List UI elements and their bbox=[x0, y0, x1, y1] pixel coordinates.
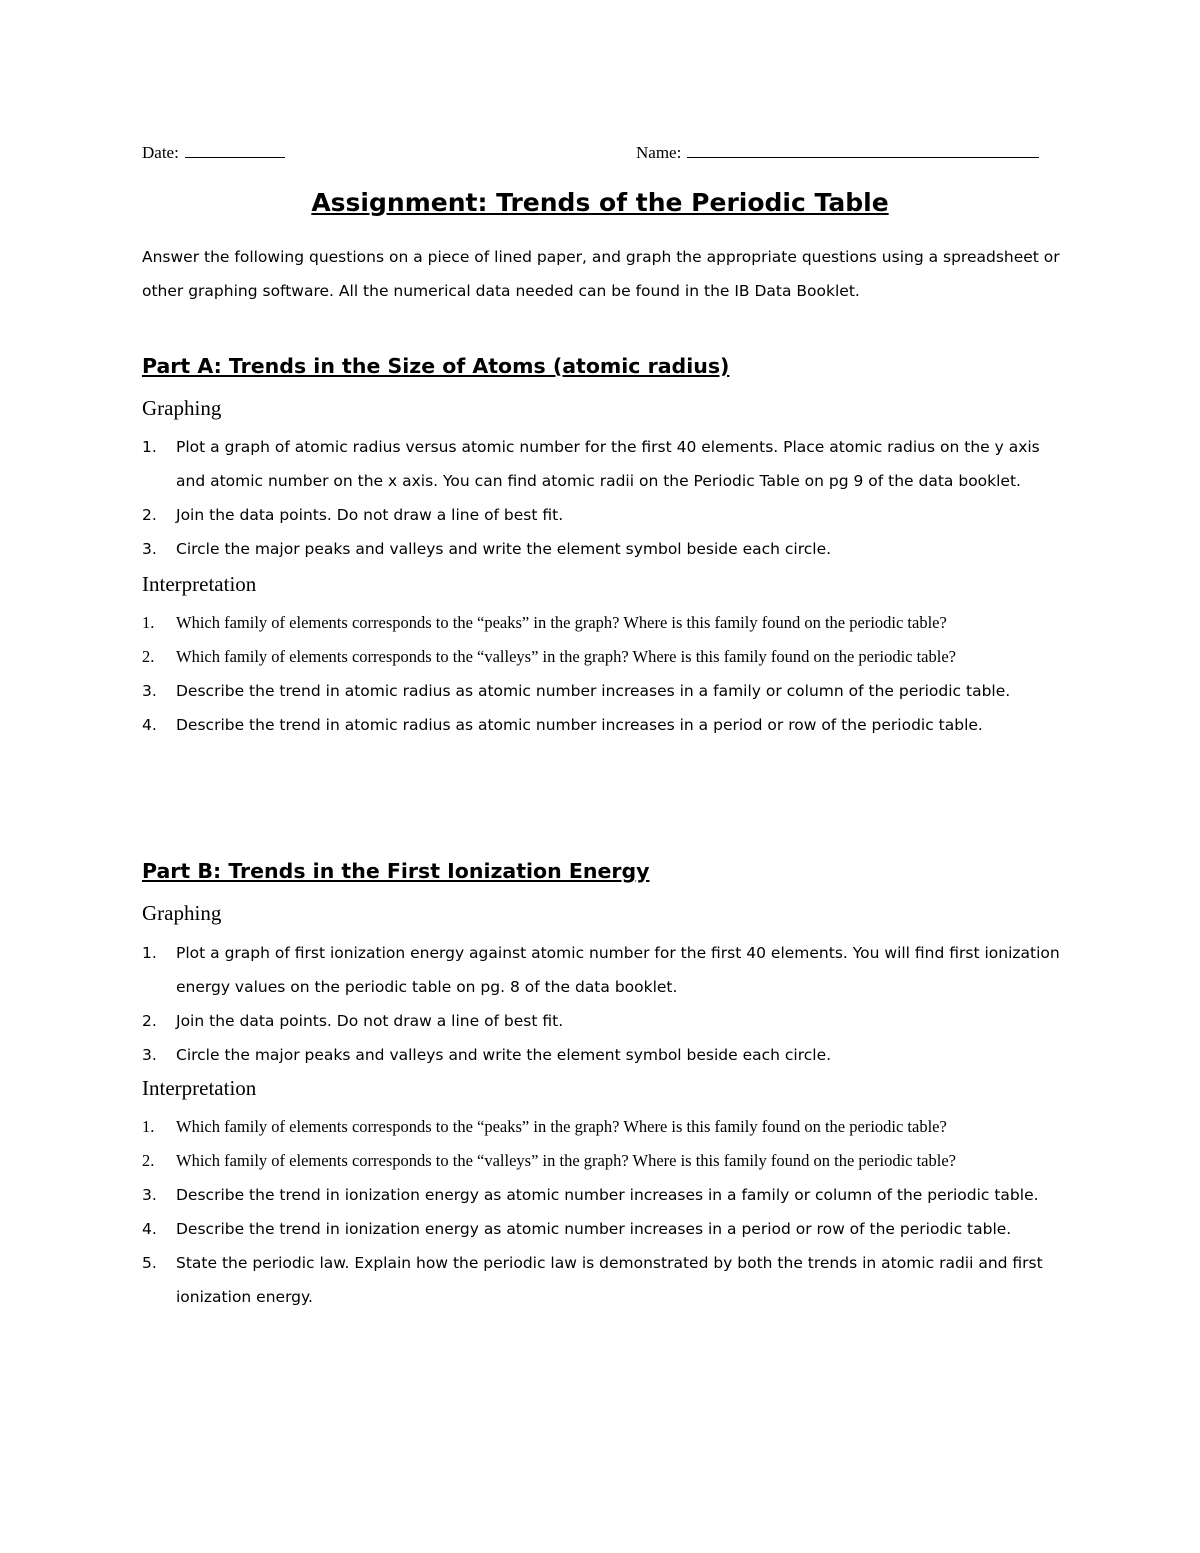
part-a-graphing-list bbox=[142, 430, 1062, 566]
list-item bbox=[142, 430, 1062, 498]
list-item bbox=[142, 674, 1062, 708]
item-number: 1. bbox=[142, 438, 157, 456]
date-field bbox=[142, 143, 285, 163]
list-item bbox=[142, 1246, 1062, 1314]
part-a-interpretation-heading: Interpretation bbox=[142, 572, 257, 596]
list-item bbox=[142, 1004, 1062, 1038]
item-text: Which family of elements corresponds to the “peaks” in the graph? Where is this family found on the periodic table? bbox=[176, 613, 947, 632]
date-blank[interactable] bbox=[185, 143, 285, 158]
item-number: 1. bbox=[142, 613, 155, 632]
list-item bbox=[142, 640, 1062, 674]
item-number: 3. bbox=[142, 1046, 157, 1064]
item-text: Which family of elements corresponds to the “peaks” in the graph? Where is this family found on the periodic table? bbox=[176, 1117, 947, 1136]
item-text: Describe the trend in ionization energy as atomic number increases in a period or row of the periodic table. bbox=[176, 1220, 1012, 1238]
item-number: 2. bbox=[142, 1151, 155, 1170]
item-text: Join the data points. Do not draw a line of best fit. bbox=[176, 506, 564, 524]
list-item bbox=[142, 1038, 1062, 1072]
item-number: 1. bbox=[142, 1117, 155, 1136]
item-number: 3. bbox=[142, 540, 157, 558]
item-text: Circle the major peaks and valleys and write the element symbol beside each circle. bbox=[176, 540, 832, 558]
part-b-interpretation-heading: Interpretation bbox=[142, 1076, 257, 1100]
date-label: Date: bbox=[142, 143, 179, 162]
list-item bbox=[142, 708, 1062, 742]
item-number: 5. bbox=[142, 1254, 157, 1272]
part-b-graphing-heading: Graphing bbox=[142, 901, 222, 925]
item-number: 3. bbox=[142, 1186, 157, 1204]
item-number: 2. bbox=[142, 1012, 157, 1030]
name-blank[interactable] bbox=[687, 143, 1039, 158]
item-text: Circle the major peaks and valleys and write the element symbol beside each circle. bbox=[176, 1046, 832, 1064]
list-item bbox=[142, 1144, 1062, 1178]
intro-paragraph: Answer the following questions on a piece of lined paper, and graph the appropriate questions using a spreadsheet or other graphing software. All the numerical data needed can be found in the IB Data Booklet. bbox=[142, 248, 1060, 300]
item-text: Which family of elements corresponds to the “valleys” in the graph? Where is this family found on the periodic table? bbox=[176, 647, 956, 666]
item-text: Describe the trend in atomic radius as atomic number increases in a period or row of the periodic table. bbox=[176, 716, 983, 734]
item-text: Plot a graph of first ionization energy against atomic number for the first 40 elements. You will find first ionization energy values on the periodic table on pg. 8 of the data booklet. bbox=[176, 944, 1060, 996]
item-text: State the periodic law. Explain how the periodic law is demonstrated by both the trends in atomic radii and first ionization energy. bbox=[176, 1254, 1043, 1306]
list-item bbox=[142, 936, 1062, 1004]
name-field bbox=[636, 143, 1039, 163]
item-text: Which family of elements corresponds to the “valleys” in the graph? Where is this family found on the periodic table? bbox=[176, 1151, 956, 1170]
name-label: Name: bbox=[636, 143, 682, 162]
part-a-interpretation-list bbox=[142, 606, 1062, 742]
page-title: Assignment: Trends of the Periodic Table bbox=[311, 188, 889, 217]
item-number: 4. bbox=[142, 1220, 157, 1238]
item-text: Describe the trend in atomic radius as atomic number increases in a family or column of the periodic table. bbox=[176, 682, 1011, 700]
item-number: 2. bbox=[142, 506, 157, 524]
part-a-graphing-heading: Graphing bbox=[142, 396, 222, 420]
list-item bbox=[142, 606, 1062, 640]
part-b-interpretation-list bbox=[142, 1110, 1062, 1314]
list-item bbox=[142, 1110, 1062, 1144]
header-line bbox=[142, 143, 1052, 167]
item-number: 3. bbox=[142, 682, 157, 700]
part-a-heading: Part A: Trends in the Size of Atoms (atomic radius) bbox=[142, 354, 730, 378]
part-b-graphing-list bbox=[142, 936, 1062, 1072]
item-text: Plot a graph of atomic radius versus atomic number for the first 40 elements. Place atomic radius on the y axis and atomic number on the x axis. You can find atomic radii on the Periodic Table on pg 9 of the data booklet. bbox=[176, 438, 1040, 490]
item-text: Join the data points. Do not draw a line of best fit. bbox=[176, 1012, 564, 1030]
list-item bbox=[142, 532, 1062, 566]
item-number: 2. bbox=[142, 647, 155, 666]
item-number: 1. bbox=[142, 944, 157, 962]
list-item bbox=[142, 498, 1062, 532]
part-b-heading: Part B: Trends in the First Ionization Energy bbox=[142, 859, 650, 883]
list-item bbox=[142, 1178, 1062, 1212]
item-text: Describe the trend in ionization energy as atomic number increases in a family or column of the periodic table. bbox=[176, 1186, 1039, 1204]
list-item bbox=[142, 1212, 1062, 1246]
item-number: 4. bbox=[142, 716, 157, 734]
